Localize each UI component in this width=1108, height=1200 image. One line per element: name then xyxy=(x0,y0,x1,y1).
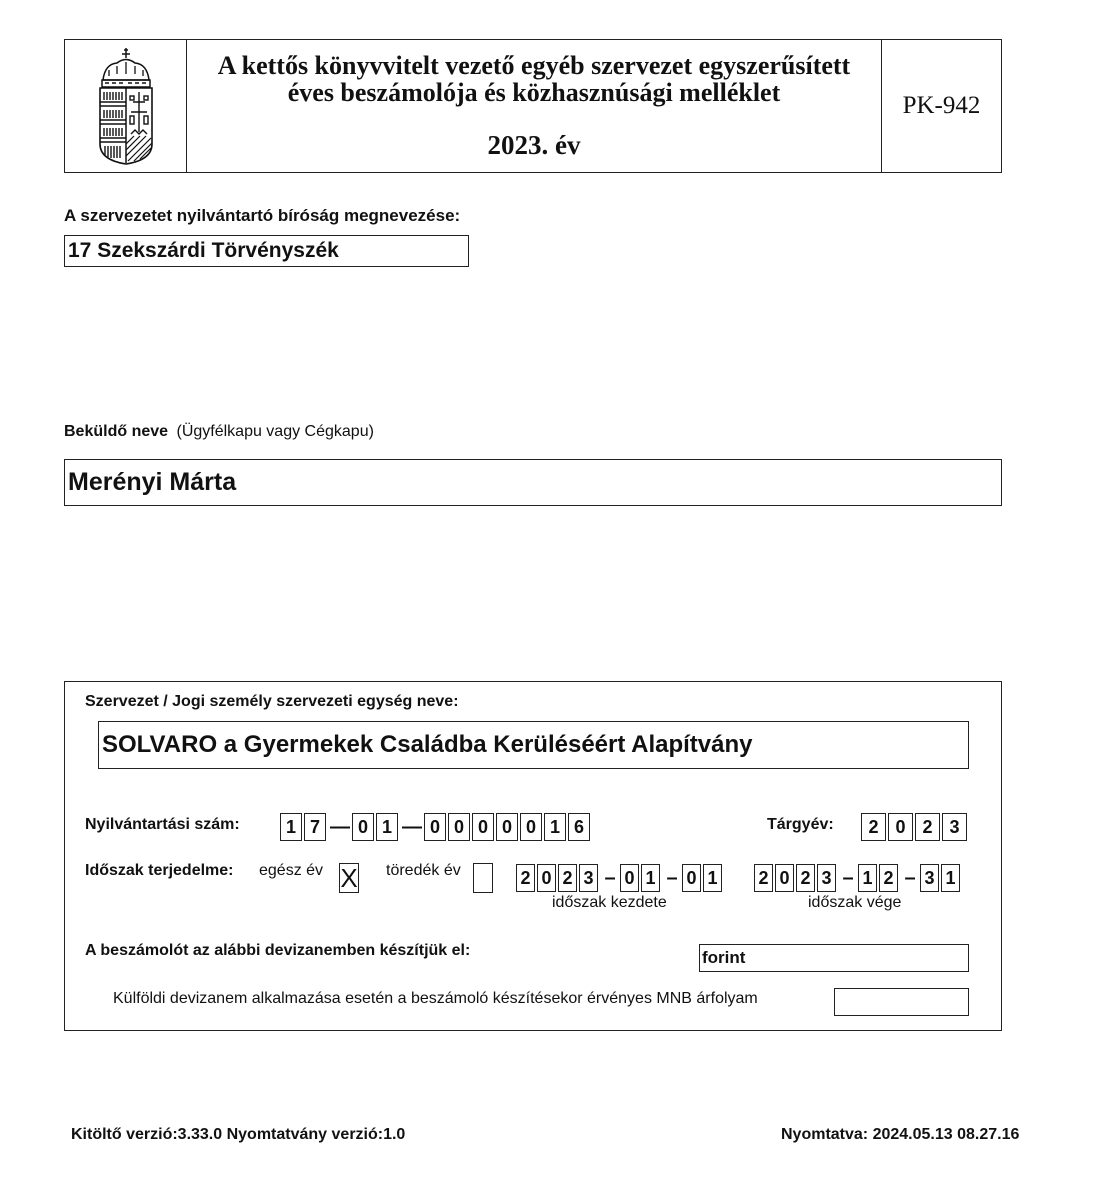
subject-year xyxy=(861,813,969,841)
date-separator: – xyxy=(842,866,854,889)
start-day-digit[interactable]: 1 xyxy=(703,864,722,892)
end-month-digit[interactable]: 2 xyxy=(879,864,898,892)
exchange-rate-field[interactable] xyxy=(834,988,969,1016)
period-end-caption: időszak vége xyxy=(808,894,902,911)
end-year-digit[interactable]: 3 xyxy=(817,864,836,892)
whole-year-checkbox[interactable]: X xyxy=(340,863,358,893)
reg-separator: — xyxy=(402,815,422,838)
end-day-digit[interactable]: 3 xyxy=(920,864,939,892)
form-title xyxy=(187,40,882,172)
whole-year-label: egész év xyxy=(259,862,324,879)
start-month-digit[interactable]: 0 xyxy=(620,864,639,892)
organization-name-field[interactable]: SOLVARO a Gyermekek Családba Kerüléséért Alapítvány xyxy=(98,721,969,769)
form-code: PK-942 xyxy=(902,92,981,119)
start-day-digit[interactable]: 0 xyxy=(682,864,701,892)
sender-label-row xyxy=(64,423,374,441)
period-label: Időszak terjedelme: xyxy=(85,862,234,879)
end-year-digit[interactable]: 0 xyxy=(775,864,794,892)
reg-digit[interactable]: 0 xyxy=(448,813,470,841)
subject-year-label: Tárgyév: xyxy=(767,816,834,833)
sender-note: (Ügyfélkapu vagy Cégkapu) xyxy=(176,423,374,440)
reg-digit[interactable]: 0 xyxy=(496,813,518,841)
start-year-digit[interactable]: 2 xyxy=(558,864,577,892)
date-separator: – xyxy=(666,866,678,889)
organization-label: Szervezet / Jogi személy szervezeti egység neve: xyxy=(85,693,459,710)
title-line-2: éves beszámolója és közhasznúsági melléklet xyxy=(287,78,781,107)
hungarian-coat-of-arms-icon xyxy=(95,46,157,166)
print-timestamp: Nyomtatva: 2024.05.13 08.27.16 xyxy=(781,1126,1020,1143)
registration-label: Nyilvántartási szám: xyxy=(85,816,240,833)
year-digit[interactable]: 3 xyxy=(942,813,967,841)
currency-field[interactable]: forint xyxy=(699,944,969,972)
end-year-digit[interactable]: 2 xyxy=(796,864,815,892)
partial-year-checkbox[interactable] xyxy=(473,863,493,893)
end-year-digit[interactable]: 2 xyxy=(754,864,773,892)
start-year-digit[interactable]: 2 xyxy=(516,864,535,892)
sender-label: Beküldő neve xyxy=(64,423,169,440)
end-day-digit[interactable]: 1 xyxy=(941,864,960,892)
end-month-digit[interactable]: 1 xyxy=(858,864,877,892)
reg-digit[interactable]: 1 xyxy=(280,813,302,841)
reg-digit[interactable]: 1 xyxy=(544,813,566,841)
version-info: Kitöltő verzió:3.33.0 Nyomtatvány verzió:1.0 xyxy=(71,1126,406,1143)
reg-digit[interactable]: 0 xyxy=(424,813,446,841)
reg-digit[interactable]: 0 xyxy=(520,813,542,841)
reg-digit[interactable]: 7 xyxy=(304,813,326,841)
period-start-caption: időszak kezdete xyxy=(552,894,667,911)
start-year-digit[interactable]: 3 xyxy=(579,864,598,892)
period-start-date xyxy=(516,864,724,892)
period-end-date xyxy=(754,864,962,892)
year-digit[interactable]: 0 xyxy=(888,813,913,841)
registration-number xyxy=(280,813,592,841)
sender-name-field[interactable]: Merényi Márta xyxy=(64,459,1002,506)
partial-year-label: töredék év xyxy=(386,862,461,879)
exchange-rate-label: Külföldi devizanem alkalmazása esetén a beszámoló készítésekor érvényes MNB árfolyam xyxy=(113,990,758,1007)
start-year-digit[interactable]: 0 xyxy=(537,864,556,892)
year-digit[interactable]: 2 xyxy=(915,813,940,841)
title-line-1: A kettős könyvvitelt vezető egyéb szervezet egyszerűsített xyxy=(217,51,851,80)
reg-digit[interactable]: 0 xyxy=(352,813,374,841)
court-label: A szervezetet nyilvántartó bíróság megnevezése: xyxy=(64,206,461,225)
reg-digit[interactable]: 1 xyxy=(376,813,398,841)
form-header xyxy=(64,39,1002,173)
currency-label: A beszámolót az alábbi devizanemben készítjük el: xyxy=(85,942,471,959)
court-field[interactable]: 17 Szekszárdi Törvényszék xyxy=(64,235,469,267)
reg-separator: — xyxy=(330,815,350,838)
year-label: 2023. év xyxy=(487,130,581,160)
start-month-digit[interactable]: 1 xyxy=(641,864,660,892)
reg-digit[interactable]: 0 xyxy=(472,813,494,841)
date-separator: – xyxy=(604,866,616,889)
reg-digit[interactable]: 6 xyxy=(568,813,590,841)
logo-cell xyxy=(65,40,187,172)
date-separator: – xyxy=(904,866,916,889)
year-digit[interactable]: 2 xyxy=(861,813,886,841)
